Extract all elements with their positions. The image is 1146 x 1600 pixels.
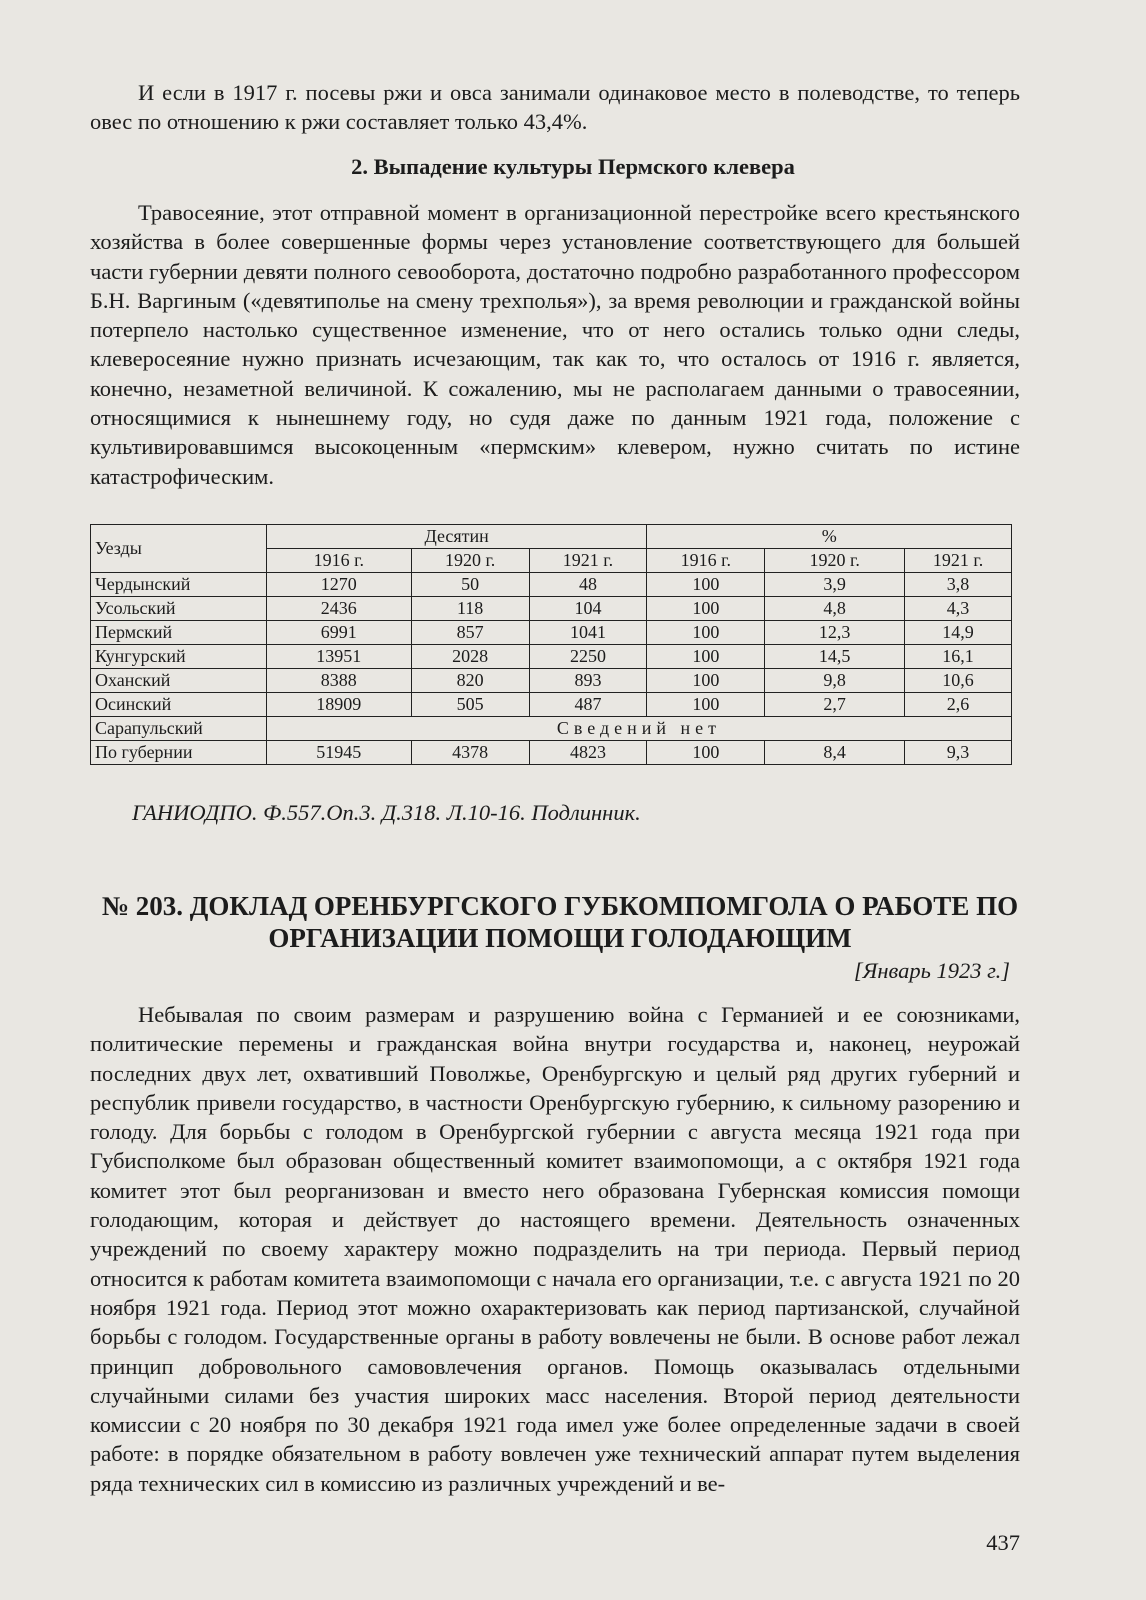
uezd-name: Кунгурский (91, 645, 267, 669)
cell-value: 893 (529, 669, 647, 693)
cell-value: 2250 (529, 645, 647, 669)
cell-value: 118 (411, 597, 529, 621)
year-header: 1916 г. (647, 549, 765, 573)
clover-paragraph: Травосеяние, этот отправной момент в организационной перестройке всего крестьянского хозяйства в более совершенные формы через установление соответствующего для большей части губернии девяти полного севооборота, достаточно подробно разработанного профессором Б.Н. Варгиным («девятиполье на смену трехполья»), за время революции и гражданской войны потерпело настолько существенное изменение, что от него остались только одни следы, клеверосеяние нужно признать исчезающим, так как то, что осталось от 1916 г. является, конечно, незаметной величиной. К сожалению, мы не располагаем данными о травосеянии, относящимися к нынешнему году, но судя даже по данным 1921 года, положение с культивировавшимся высокоценным «пермским» клевером, нужно считать по истине катастрофическим. (90, 200, 1020, 489)
clover-table (90, 524, 1012, 765)
cell-value: 13951 (266, 645, 411, 669)
uezd-name: Оханский (91, 669, 267, 693)
cell-value: 1270 (266, 573, 411, 597)
uezd-name: Чердынский (91, 573, 267, 597)
cell-value: 9,3 (905, 741, 1012, 765)
cell-value: 100 (647, 693, 765, 717)
uezd-name: Осинский (91, 693, 267, 717)
cell-value: 51945 (266, 741, 411, 765)
year-header: 1921 г. (529, 549, 647, 573)
document-date: [Январь 1923 г.] (853, 958, 1010, 983)
cell-value: 14,5 (765, 645, 905, 669)
section-heading: 2. Выпадение культуры Пермского клевера (351, 154, 795, 179)
cell-value: 2,7 (765, 693, 905, 717)
uezd-name: Усольский (91, 597, 267, 621)
cell-value: 2436 (266, 597, 411, 621)
table-header-row (91, 525, 1012, 549)
table-row (91, 645, 1012, 669)
document-body: Небывалая по своим размерам и разрушению война с Германией и ее союзниками, политические перемены и гражданская война внутри государства и, наконец, неурожай последних двух лет, охвативший Поволжье, Оренбургскую и целый ряд других губерний и республик привели государство, в частности Оренбургскую губернию, к сильному разорению и голоду. Для борьбы с голодом в Оренбургской губернии с августа месяца 1921 года при Губисполкоме был образован общественный комитет взаимопомощи, а с октября 1921 года комитет этот был реорганизован и вместо него образована Губернская комиссия помощи голодающим, которая и действует до настоящего времени. Деятельность означенных учреждений по своему характеру можно подразделить на три периода. Первый период относится к работам комитета взаимопомощи с начала его организации, т.е. с августа 1921 по 20 ноября 1921 года. Период этот можно охарактеризовать как период партизанской, случайной борьбы с голодом. Государственные органы в работу вовлечены не были. В основе работ лежал принцип добровольного самововлечения органов. Помощь оказывалась отдельными случайными силами без участия широких масс населения. Второй период деятельности комиссии с 20 ноября по 30 декабря 1921 года имел уже более определенные задачи в своей работе: в порядке обязательном в работу вовлечен уже технический аппарат путем выделения ряда технических сил в комиссию из различных учреждений и ве- (90, 1002, 1020, 1496)
cell-value: 6991 (266, 621, 411, 645)
no-data-note: Сведений нет (266, 717, 1011, 741)
cell-value: 48 (529, 573, 647, 597)
cell-value: 820 (411, 669, 529, 693)
cell-value: 18909 (266, 693, 411, 717)
table-row-no-data (91, 717, 1012, 741)
cell-value: 12,3 (765, 621, 905, 645)
table-row (91, 573, 1012, 597)
cell-value: 50 (411, 573, 529, 597)
cell-value: 4823 (529, 741, 647, 765)
cell-value: 100 (647, 669, 765, 693)
cell-value: 10,6 (905, 669, 1012, 693)
cell-value: 8,4 (765, 741, 905, 765)
cell-value: 2,6 (905, 693, 1012, 717)
uezd-name: Пермский (91, 621, 267, 645)
cell-value: 8388 (266, 669, 411, 693)
cell-value: 100 (647, 621, 765, 645)
page-number: 437 (986, 1530, 1020, 1555)
table-row (91, 669, 1012, 693)
header-uezdy: Уезды (91, 525, 267, 573)
cell-value: 2028 (411, 645, 529, 669)
table-row (91, 621, 1012, 645)
table-row (91, 693, 1012, 717)
cell-value: 9,8 (765, 669, 905, 693)
archive-source: ГАНИОДПО. Ф.557.Оп.3. Д.318. Л.10-16. Подлинник. (132, 800, 641, 825)
cell-value: 100 (647, 741, 765, 765)
year-header: 1920 г. (411, 549, 529, 573)
year-header: 1921 г. (905, 549, 1012, 573)
cell-value: 4378 (411, 741, 529, 765)
cell-value: 1041 (529, 621, 647, 645)
cell-value: 100 (647, 573, 765, 597)
cell-value: 14,9 (905, 621, 1012, 645)
cell-value: 3,9 (765, 573, 905, 597)
header-percent: % (647, 525, 1012, 549)
document-title: № 203. ДОКЛАД ОРЕНБУРГСКОГО ГУБКОМПОМГОЛА О РАБОТЕ ПО ОРГАНИЗАЦИИ ПОМОЩИ ГОЛОДАЮЩИМ (101, 891, 1019, 953)
header-desyatin: Десятин (266, 525, 647, 549)
cell-value: 100 (647, 645, 765, 669)
intro-paragraph: И если в 1917 г. посевы ржи и овса занимали одинаковое место в полеводстве, то теперь овес по отношению к ржи составляет только 43,4%. (90, 80, 1020, 135)
table-row (91, 597, 1012, 621)
cell-value: 857 (411, 621, 529, 645)
year-header: 1920 г. (765, 549, 905, 573)
year-header: 1916 г. (266, 549, 411, 573)
cell-value: 100 (647, 597, 765, 621)
uezd-name: Сарапульский (91, 717, 267, 741)
cell-value: 4,3 (905, 597, 1012, 621)
cell-value: 505 (411, 693, 529, 717)
total-label: По губернии (91, 741, 267, 765)
cell-value: 4,8 (765, 597, 905, 621)
table-total-row (91, 741, 1012, 765)
cell-value: 104 (529, 597, 647, 621)
cell-value: 487 (529, 693, 647, 717)
cell-value: 16,1 (905, 645, 1012, 669)
cell-value: 3,8 (905, 573, 1012, 597)
